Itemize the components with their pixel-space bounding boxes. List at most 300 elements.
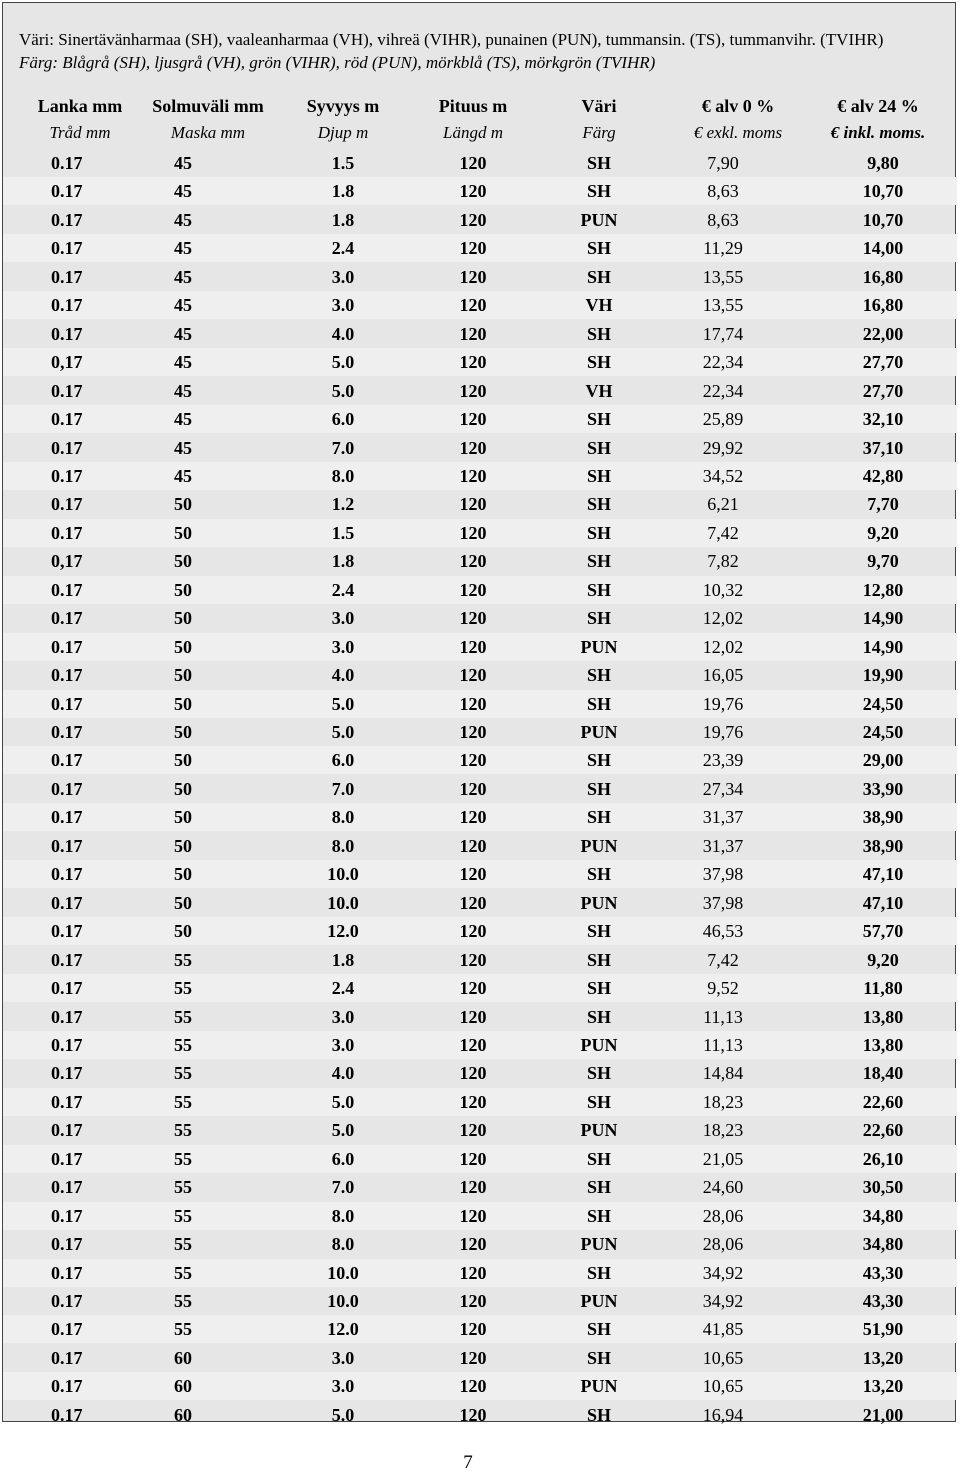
cell-depth: 5.0: [331, 380, 355, 401]
table-row: [3, 1401, 957, 1429]
cell-length: 120: [459, 295, 487, 316]
cell-color: SH: [586, 1404, 611, 1425]
cell-thread: 0.17: [51, 978, 83, 999]
cell-length: 120: [459, 892, 487, 913]
cell-mesh: 45: [174, 437, 192, 458]
cell-price-incl: 19,90: [862, 665, 904, 686]
cell-mesh: 45: [174, 209, 192, 230]
cell-depth: 10.0: [327, 1291, 359, 1311]
cell-depth: 5.0: [331, 352, 355, 373]
cell-price-incl: 7,70: [867, 494, 899, 515]
cell-color: SH: [586, 1006, 611, 1027]
cell-mesh: 55: [174, 1091, 192, 1112]
cell-length: 120: [459, 1063, 487, 1084]
cell-color: SH: [586, 1262, 611, 1283]
header-color: Väri: [581, 96, 617, 116]
cell-mesh: 45: [174, 153, 192, 173]
cell-depth: 3.0: [331, 1034, 355, 1055]
cell-mesh: 50: [174, 608, 192, 629]
table-row: [3, 1116, 957, 1144]
cell-color: SH: [586, 864, 611, 885]
cell-length: 120: [459, 522, 487, 543]
cell-depth: 1.8: [331, 551, 355, 572]
cell-thread: 0.17: [51, 722, 83, 742]
cell-thread: 0,17: [51, 551, 83, 572]
cell-price-excl: 9,52: [707, 978, 739, 999]
cell-price-excl: 34,52: [702, 465, 744, 486]
cell-thread: 0.17: [51, 181, 83, 202]
cell-color: SH: [586, 1148, 611, 1169]
cell-price-incl: 43,30: [862, 1262, 904, 1283]
cell-mesh: 45: [174, 295, 192, 316]
cell-price-excl: 31,37: [702, 807, 744, 828]
cell-length: 120: [459, 778, 487, 799]
table-row: [3, 1059, 957, 1087]
cell-depth: 7.0: [331, 778, 355, 799]
cell-price-excl: 24,60: [702, 1177, 744, 1198]
cell-color: PUN: [580, 892, 618, 913]
cell-thread: 0.17: [51, 693, 83, 714]
cell-thread: 0.17: [51, 665, 83, 686]
cell-length: 120: [459, 636, 487, 657]
cell-price-incl: 27,70: [862, 380, 904, 401]
cell-length: 120: [459, 1091, 487, 1112]
cell-thread: 0.17: [51, 921, 83, 942]
cell-mesh: 55: [174, 1291, 192, 1311]
table-row: [3, 718, 957, 746]
legend-finnish: [19, 28, 949, 51]
cell-price-excl: 11,13: [703, 1006, 743, 1027]
cell-depth: 8.0: [331, 835, 355, 856]
cell-color: SH: [586, 807, 611, 828]
cell-length: 120: [459, 921, 487, 942]
cell-length: 120: [459, 1404, 487, 1425]
legend-finnish-text: Sinertävänharmaa (SH), vaaleanharmaa (VH), vihreä (VIHR), punainen (PUN), tummansin. (TS), tummanvihr. (TVIHR): [53, 30, 884, 49]
legend-swedish-text: Blågrå (SH), ljusgrå (VH), grön (VIHR), röd (PUN), mörkblå (TS), mörkgrön (TVIHR): [58, 53, 656, 72]
cell-length: 120: [459, 1347, 487, 1368]
legend-swedish-key: Färg:: [19, 53, 59, 72]
cell-length: 120: [459, 181, 487, 202]
cell-depth: 3.0: [331, 266, 355, 287]
cell-length: 120: [459, 1006, 487, 1027]
cell-mesh: 55: [174, 1120, 192, 1141]
cell-price-incl: 12,80: [862, 579, 904, 600]
cell-color: SH: [586, 778, 611, 799]
cell-length: 120: [459, 693, 487, 714]
table-row: [3, 547, 957, 575]
cell-thread: 0.17: [51, 1034, 83, 1055]
cell-color: SH: [586, 153, 611, 173]
page-number: 7: [463, 1452, 473, 1473]
cell-mesh: 50: [174, 864, 192, 885]
cell-price-excl: 10,65: [702, 1376, 744, 1397]
cell-price-excl: 12,02: [702, 608, 744, 629]
cell-length: 120: [459, 665, 487, 686]
cell-length: 120: [459, 1234, 487, 1255]
cell-length: 120: [459, 409, 487, 430]
table-row: [3, 974, 957, 1002]
column-headers: [3, 93, 957, 147]
cell-thread: 0.17: [51, 1063, 83, 1084]
cell-mesh: 55: [174, 1319, 192, 1340]
table-row: [3, 1259, 957, 1287]
cell-thread: 0.17: [51, 892, 83, 913]
cell-color: PUN: [580, 1234, 618, 1255]
cell-thread: 0.17: [51, 1148, 83, 1169]
cell-color: PUN: [580, 722, 618, 742]
cell-depth: 3.0: [331, 636, 355, 657]
cell-thread: 0.17: [51, 380, 83, 401]
cell-price-incl: 14,90: [862, 636, 904, 657]
cell-mesh: 50: [174, 579, 192, 600]
cell-price-incl: 11,80: [863, 978, 903, 999]
legend-finnish-key: Väri:: [19, 30, 54, 49]
cell-depth: 1.8: [331, 181, 355, 202]
cell-depth: 1.2: [331, 494, 355, 515]
header-thread-sv: Tråd mm: [49, 123, 111, 142]
cell-depth: 1.5: [331, 153, 355, 173]
cell-price-excl: 46,53: [702, 921, 744, 942]
cell-thread: 0.17: [51, 153, 83, 173]
cell-mesh: 45: [174, 380, 192, 401]
cell-price-incl: 26,10: [862, 1148, 904, 1169]
cell-color: PUN: [580, 636, 618, 657]
cell-length: 120: [459, 266, 487, 287]
cell-price-incl: 57,70: [862, 921, 904, 942]
cell-color: SH: [586, 323, 611, 344]
cell-thread: 0.17: [51, 778, 83, 799]
cell-mesh: 50: [174, 551, 192, 572]
cell-price-excl: 7,42: [707, 522, 739, 543]
table-row: [3, 690, 957, 718]
cell-thread: 0.17: [51, 409, 83, 430]
cell-color: SH: [586, 949, 611, 970]
header-price-excl: € alv 0 %: [701, 96, 775, 116]
cell-price-excl: 17,74: [702, 323, 744, 344]
cell-price-excl: 34,92: [702, 1262, 744, 1283]
cell-price-excl: 16,05: [702, 665, 744, 686]
table-row: [3, 1344, 957, 1372]
cell-mesh: 55: [174, 1063, 192, 1084]
cell-thread: 0.17: [51, 1347, 83, 1368]
table-row: [3, 746, 957, 774]
cell-length: 120: [459, 352, 487, 373]
cell-price-incl: 22,60: [862, 1120, 904, 1141]
cell-depth: 3.0: [331, 608, 355, 629]
cell-depth: 10.0: [327, 1262, 359, 1283]
cell-price-incl: 22,60: [862, 1091, 904, 1112]
cell-color: SH: [586, 579, 611, 600]
cell-depth: 8.0: [331, 807, 355, 828]
cell-depth: 5.0: [331, 1120, 355, 1141]
cell-color: SH: [586, 494, 611, 515]
cell-thread: 0.17: [51, 1091, 83, 1112]
cell-thread: 0.17: [51, 835, 83, 856]
cell-depth: 4.0: [331, 665, 355, 686]
table-row: [3, 206, 957, 234]
cell-price-excl: 28,06: [702, 1234, 744, 1255]
cell-depth: 6.0: [331, 1148, 355, 1169]
cell-price-incl: 14,00: [862, 238, 904, 259]
cell-price-incl: 38,90: [862, 807, 904, 828]
cell-length: 120: [459, 1148, 487, 1169]
cell-price-excl: 11,13: [703, 1034, 743, 1055]
cell-thread: 0.17: [51, 522, 83, 543]
header-price-excl-sv: € exkl. moms: [693, 123, 783, 142]
cell-mesh: 50: [174, 921, 192, 942]
cell-thread: 0.17: [51, 1291, 83, 1311]
cell-price-incl: 34,80: [862, 1205, 904, 1226]
table-row: [3, 860, 957, 888]
cell-depth: 6.0: [331, 750, 355, 771]
cell-price-incl: 9,20: [867, 522, 899, 543]
header-row-finnish: [3, 93, 957, 119]
cell-color: SH: [586, 465, 611, 486]
cell-mesh: 45: [174, 409, 192, 430]
cell-mesh: 55: [174, 1177, 192, 1198]
cell-price-incl: 47,10: [862, 892, 904, 913]
cell-color: SH: [586, 437, 611, 458]
cell-price-excl: 31,37: [702, 835, 744, 856]
cell-depth: 10.0: [327, 892, 359, 913]
cell-price-incl: 38,90: [862, 835, 904, 856]
cell-price-excl: 19,76: [702, 722, 744, 742]
cell-mesh: 50: [174, 522, 192, 543]
table-row: [3, 1315, 957, 1343]
cell-price-incl: 37,10: [862, 437, 904, 458]
cell-length: 120: [459, 608, 487, 629]
cell-price-excl: 21,05: [702, 1148, 744, 1169]
cell-price-excl: 8,63: [707, 181, 739, 202]
cell-color: SH: [586, 921, 611, 942]
cell-depth: 7.0: [331, 437, 355, 458]
table-row: [3, 889, 957, 917]
cell-length: 120: [459, 1205, 487, 1226]
cell-mesh: 55: [174, 1205, 192, 1226]
cell-color: SH: [586, 409, 611, 430]
cell-depth: 3.0: [331, 1376, 355, 1397]
color-legend: [19, 28, 949, 74]
cell-color: SH: [586, 1319, 611, 1340]
cell-mesh: 55: [174, 1262, 192, 1283]
table-row: [3, 1372, 957, 1400]
table-row: [3, 490, 957, 518]
cell-mesh: 45: [174, 323, 192, 344]
cell-thread: 0.17: [51, 1120, 83, 1141]
cell-price-incl: 13,20: [862, 1347, 904, 1368]
cell-color: PUN: [580, 1376, 618, 1397]
cell-price-incl: 16,80: [862, 295, 904, 316]
cell-mesh: 50: [174, 693, 192, 714]
header-depth: Syvyys m: [306, 96, 380, 116]
header-thread: Lanka mm: [37, 96, 123, 116]
cell-price-incl: 9,70: [867, 551, 899, 572]
header-color-sv: Färg: [582, 123, 616, 142]
cell-price-excl: 10,32: [702, 579, 744, 600]
cell-thread: 0.17: [51, 209, 83, 230]
table-row: [3, 434, 957, 462]
cell-mesh: 55: [174, 949, 192, 970]
cell-price-incl: 32,10: [862, 409, 904, 430]
table-row: [3, 377, 957, 405]
cell-length: 120: [459, 750, 487, 771]
cell-price-incl: 42,80: [862, 465, 904, 486]
cell-color: VH: [585, 295, 613, 316]
table-row: [3, 576, 957, 604]
cell-price-excl: 22,34: [702, 352, 744, 373]
cell-length: 120: [459, 209, 487, 230]
table-row: [3, 177, 957, 205]
cell-price-incl: 13,80: [862, 1006, 904, 1027]
cell-mesh: 50: [174, 665, 192, 686]
cell-color: SH: [586, 352, 611, 373]
cell-thread: 0.17: [51, 864, 83, 885]
cell-thread: 0.17: [51, 465, 83, 486]
table-row: [3, 1230, 957, 1258]
cell-mesh: 55: [174, 978, 192, 999]
cell-length: 120: [459, 437, 487, 458]
cell-length: 120: [459, 1120, 487, 1141]
cell-price-excl: 13,55: [702, 295, 744, 316]
cell-thread: 0.17: [51, 807, 83, 828]
cell-thread: 0.17: [51, 949, 83, 970]
cell-length: 120: [459, 1291, 487, 1311]
cell-price-excl: 23,39: [702, 750, 744, 771]
cell-color: PUN: [580, 1120, 618, 1141]
cell-price-incl: 10,70: [862, 209, 904, 230]
table-row: [3, 946, 957, 974]
table-row: [3, 263, 957, 291]
cell-depth: 8.0: [331, 465, 355, 486]
cell-depth: 5.0: [331, 722, 355, 742]
cell-color: PUN: [580, 835, 618, 856]
cell-mesh: 50: [174, 750, 192, 771]
header-length: Pituus m: [438, 96, 508, 116]
cell-length: 120: [459, 465, 487, 486]
cell-color: SH: [586, 1347, 611, 1368]
cell-mesh: 60: [174, 1347, 192, 1368]
cell-depth: 1.8: [331, 949, 355, 970]
cell-price-incl: 34,80: [862, 1234, 904, 1255]
cell-price-incl: 14,90: [862, 608, 904, 629]
cell-length: 120: [459, 323, 487, 344]
cell-price-incl: 22,00: [862, 323, 904, 344]
cell-length: 120: [459, 579, 487, 600]
cell-depth: 4.0: [331, 323, 355, 344]
cell-length: 120: [459, 1376, 487, 1397]
cell-price-incl: 18,40: [862, 1063, 904, 1084]
cell-price-incl: 9,80: [867, 153, 899, 173]
cell-depth: 10.0: [327, 864, 359, 885]
cell-depth: 3.0: [331, 1006, 355, 1027]
cell-length: 120: [459, 380, 487, 401]
cell-price-excl: 11,29: [703, 238, 743, 259]
cell-depth: 8.0: [331, 1205, 355, 1226]
cell-mesh: 50: [174, 892, 192, 913]
table-row: [3, 832, 957, 860]
cell-length: 120: [459, 807, 487, 828]
cell-price-excl: 37,98: [702, 864, 744, 885]
table-row: [3, 405, 957, 433]
cell-price-excl: 14,84: [702, 1063, 744, 1084]
cell-mesh: 45: [174, 465, 192, 486]
header-row-swedish: [3, 120, 957, 146]
cell-price-incl: 21,00: [862, 1404, 904, 1425]
cell-length: 120: [459, 722, 487, 742]
cell-price-incl: 51,90: [862, 1319, 904, 1340]
cell-color: PUN: [580, 1291, 618, 1311]
table-row: [3, 1287, 957, 1315]
cell-length: 120: [459, 551, 487, 572]
cell-price-excl: 29,92: [702, 437, 744, 458]
cell-length: 120: [459, 1262, 487, 1283]
cell-price-incl: 33,90: [862, 778, 904, 799]
cell-mesh: 55: [174, 1148, 192, 1169]
cell-color: SH: [586, 522, 611, 543]
cell-price-excl: 18,23: [702, 1091, 744, 1112]
cell-thread: 0.17: [51, 238, 83, 259]
cell-price-excl: 27,34: [702, 778, 744, 799]
cell-price-incl: 47,10: [862, 864, 904, 885]
table-row: [3, 1202, 957, 1230]
table-row: [3, 661, 957, 689]
cell-depth: 5.0: [331, 1091, 355, 1112]
cell-depth: 6.0: [331, 409, 355, 430]
cell-price-excl: 28,06: [702, 1205, 744, 1226]
cell-length: 120: [459, 864, 487, 885]
cell-color: SH: [586, 238, 611, 259]
cell-color: SH: [586, 750, 611, 771]
header-price-incl-sv: € inkl. moms.: [830, 123, 926, 142]
cell-price-incl: 30,50: [862, 1177, 904, 1198]
cell-price-excl: 10,65: [702, 1347, 744, 1368]
table-row: [3, 320, 957, 348]
cell-depth: 1.8: [331, 209, 355, 230]
table-row: [3, 917, 957, 945]
table-row: [3, 462, 957, 490]
cell-price-excl: 34,92: [702, 1291, 744, 1311]
cell-thread: 0.17: [51, 295, 83, 316]
cell-thread: 0.17: [51, 1205, 83, 1226]
cell-mesh: 55: [174, 1234, 192, 1255]
cell-price-incl: 29,00: [862, 750, 904, 771]
cell-depth: 5.0: [331, 1404, 355, 1425]
header-depth-sv: Djup m: [317, 123, 369, 142]
cell-thread: 0.17: [51, 1376, 83, 1397]
table-row: [3, 519, 957, 547]
table-row: [3, 775, 957, 803]
cell-price-excl: 25,89: [702, 409, 744, 430]
table-row: [3, 234, 957, 262]
table-row: [3, 803, 957, 831]
cell-thread: 0.17: [51, 636, 83, 657]
cell-price-excl: 7,82: [707, 551, 739, 572]
cell-thread: 0.17: [51, 266, 83, 287]
cell-price-excl: 19,76: [702, 693, 744, 714]
cell-color: SH: [586, 181, 611, 202]
cell-length: 120: [459, 1177, 487, 1198]
legend-swedish: [19, 51, 949, 74]
cell-depth: 3.0: [331, 295, 355, 316]
cell-length: 120: [459, 238, 487, 259]
header-mesh: Solmuväli mm: [152, 96, 264, 116]
cell-mesh: 50: [174, 494, 192, 515]
cell-depth: 2.4: [331, 978, 355, 999]
cell-mesh: 45: [174, 352, 192, 373]
cell-color: SH: [586, 266, 611, 287]
cell-price-incl: 24,50: [862, 693, 904, 714]
cell-depth: 8.0: [331, 1234, 355, 1255]
